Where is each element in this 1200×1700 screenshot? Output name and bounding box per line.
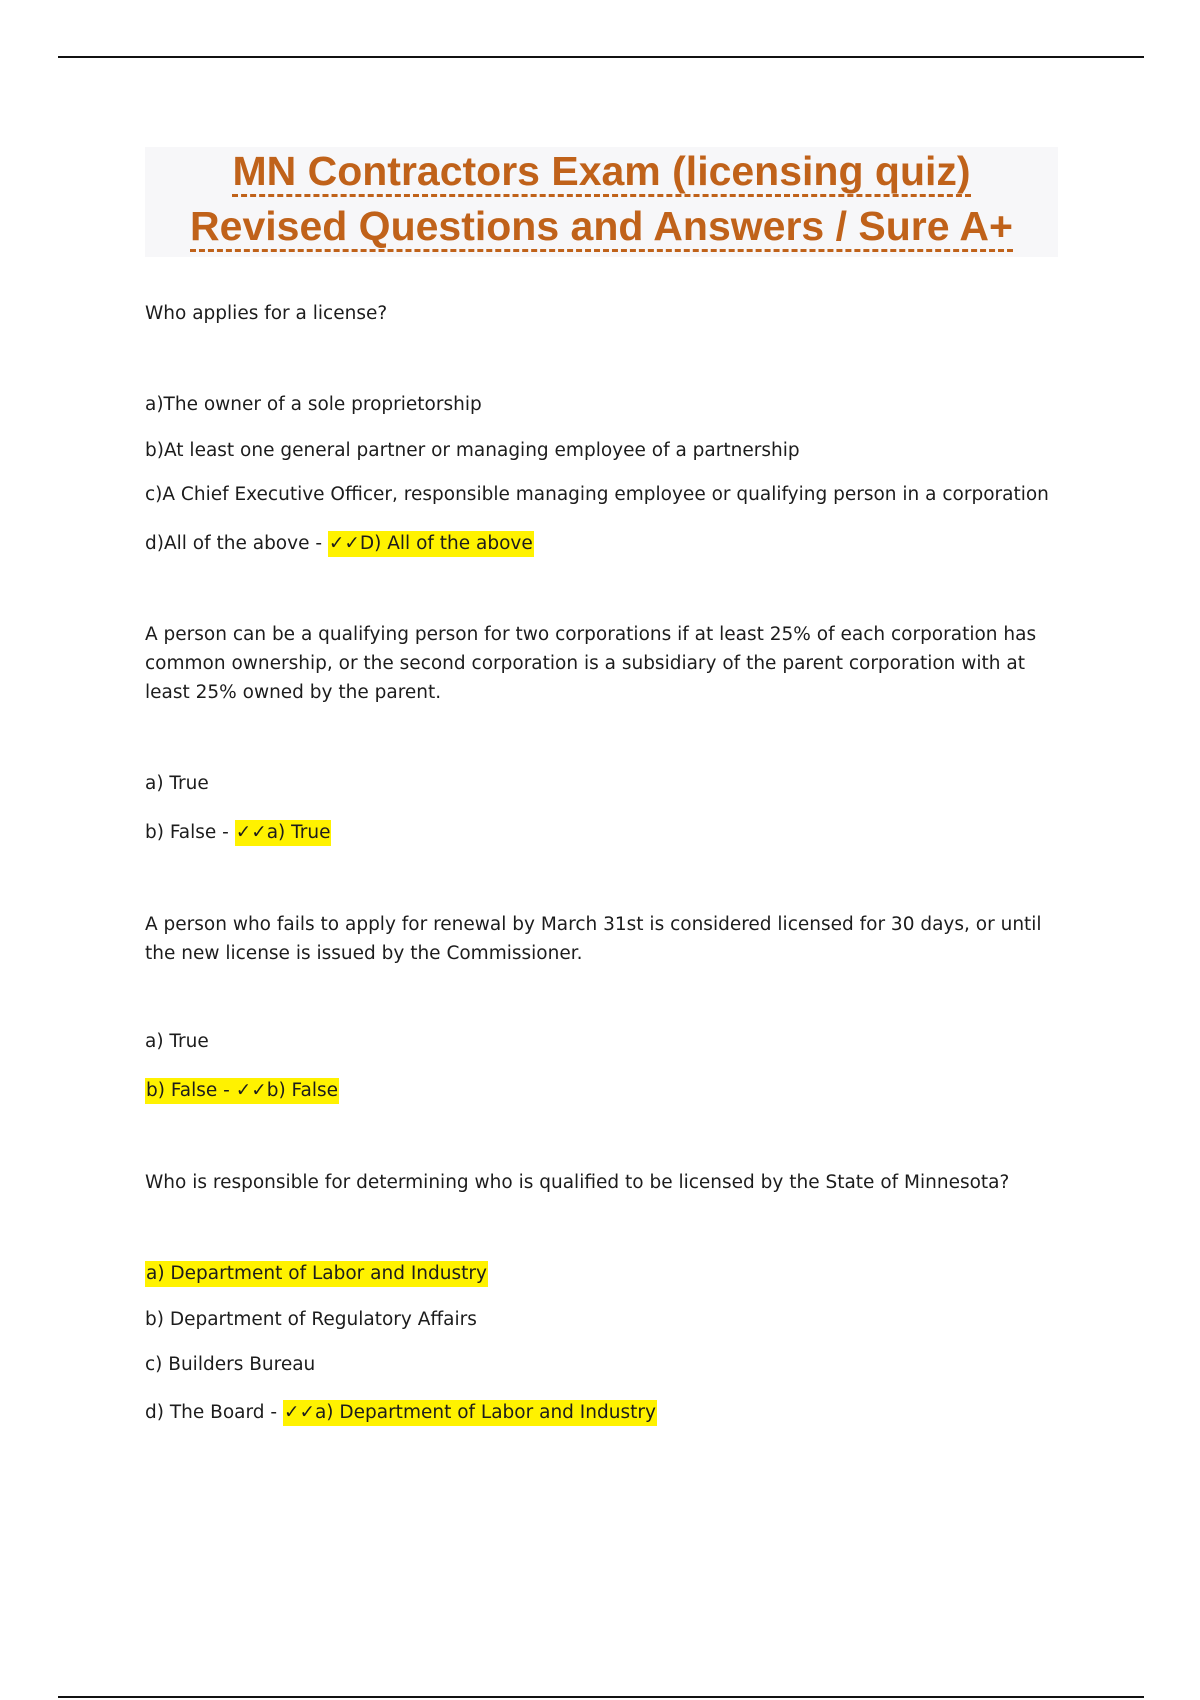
question-2-text: A person can be a qualifying person for two corporations if at least 25% of each corporation has common ownership, or the second corporation is a subsidiary of the parent corporation with at least 25% owned by the parent. <box>145 624 1037 703</box>
question-3-option-b <box>145 1080 339 1101</box>
top-rule <box>58 56 1144 58</box>
question-1-text: Who applies for a license? <box>145 303 388 324</box>
question-3-option-b-label: b) False - <box>146 1080 236 1101</box>
question-4-text: Who is responsible for determining who is qualified to be licensed by the State of Minnesota? <box>145 1172 1010 1193</box>
question-4-answer: ✓✓a) Department of Labor and Industry <box>283 1400 657 1426</box>
question-1-option-b: b)At least one general partner or managing employee of a partnership <box>145 440 800 461</box>
question-2-option-b-label: b) False - <box>145 822 235 843</box>
question-4-option-a-highlight: a) Department of Labor and Industry <box>145 1261 488 1287</box>
question-1-option-c: c)A Chief Executive Officer, responsible managing employee or qualifying person in a corporation <box>145 484 1049 505</box>
question-3-text: A person who fails to apply for renewal by March 31st is considered licensed for 30 days, or until the new license is issued by the Commissioner. <box>145 914 1042 964</box>
question-3-answer: ✓✓b) False <box>235 1080 339 1101</box>
question-4-option-b: b) Department of Regulatory Affairs <box>145 1309 477 1330</box>
question-4-option-c: c) Builders Bureau <box>145 1354 316 1375</box>
question-3-option-a: a) True <box>145 1031 209 1052</box>
question-2-option-b <box>145 822 331 843</box>
document-title <box>145 147 1058 257</box>
question-2-option-a: a) True <box>145 773 209 794</box>
title-line-2: Revised Questions and Answers / Sure A+ <box>190 206 1013 252</box>
question-4-option-a <box>145 1263 488 1284</box>
title-line-1: MN Contractors Exam (licensing quiz) <box>232 151 970 197</box>
question-1-option-d <box>145 533 534 554</box>
bottom-rule <box>58 1696 1144 1698</box>
question-4-option-d-label: d) The Board - <box>145 1402 283 1423</box>
question-1-option-a: a)The owner of a sole proprietorship <box>145 394 482 415</box>
question-4-option-d <box>145 1402 657 1423</box>
question-2-answer: ✓✓a) True <box>235 820 332 846</box>
question-3-option-b-answer <box>145 1078 339 1104</box>
question-1-answer: ✓✓D) All of the above <box>328 531 534 557</box>
question-1-option-d-label: d)All of the above - <box>145 533 328 554</box>
